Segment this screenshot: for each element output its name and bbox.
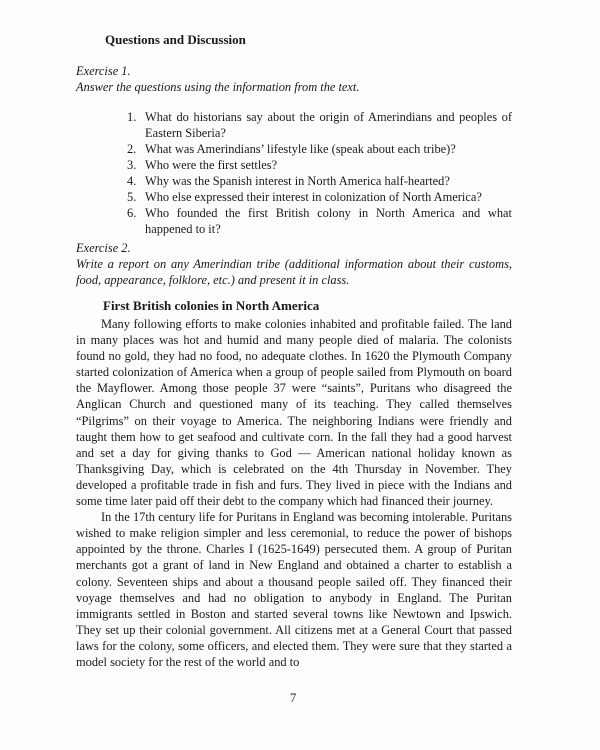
question-text: What was Amerindians’ lifestyle like (speak about each tribe)?	[145, 142, 456, 156]
article-body	[76, 316, 512, 670]
page-number: 7	[290, 691, 297, 705]
article-paragraph: In the 17th century life for Puritans in England was becoming intolerable. Puritans wished to make religion simpler and less ceremonial, to reduce the power of bishops appointed by the throne. Charles I (1625-1649) persecuted them. A group of Puritan merchants got a grant of land in New England and obtained a charter to establish a colony. Seventeen ships and about a thousand people sailed off. They financed their voyage themselves and had no obligation to anybody in England. The Puritan immigrants settled in Boston and started several towns like Newtown and Ipswich. They set up their colonial government. All citizens met at a General Court that passed laws for the colony, some officers, and elected them. They were sure that they started a model society for the rest of the world and to	[76, 510, 512, 669]
article-paragraph: Many following efforts to make colonies inhabited and profitable failed. The land in many places was hot and humid and many people died of malaria. The colonists found no gold, they had no food, no adequate clothes. In 1620 the Plymouth Company started colonization of America when a group of people sailed from Plymouth on board the Mayflower. Among those people 37 were “saints”, Puritans who disagreed the Anglican Church and questioned many of its teaching. They called themselves “Pilgrims” on their voyage to America. The neighboring Indians were friendly and taught them how to get seafood and cultivate corn. In the fall they had a good harvest and set a day for giving thanks to God — American national holiday known as Thanksgiving Day, which is celebrated on the 4th Thursday in November. They developed a profitable trade in fish and furs. They lived in piece with the Indians and some time later paid off their debt to the company which had financed their journey.	[76, 317, 512, 509]
question-item	[127, 141, 512, 157]
exercise-1-instruction: Answer the questions using the information from the text.	[76, 80, 360, 94]
question-item	[127, 173, 512, 189]
question-text: What do historians say about the origin of Amerindians and peoples of Eastern Siberia?	[145, 110, 512, 140]
question-text: Who founded the first British colony in North America and what happened to it?	[145, 206, 512, 236]
question-item	[127, 157, 512, 173]
exercise-2-instruction: Write a report on any Amerindian tribe (additional information about their customs, food, appearance, folklore, etc.) and present it in class.	[76, 257, 512, 287]
question-list	[127, 109, 512, 237]
question-text: Who were the first settles?	[145, 158, 278, 172]
question-number: 1.	[127, 110, 137, 124]
question-item	[127, 109, 512, 141]
section-title: Questions and Discussion	[105, 32, 246, 47]
question-number: 6.	[127, 206, 137, 220]
article-title: First British colonies in North America	[103, 298, 320, 313]
question-text: Who else expressed their interest in colonization of North America?	[145, 190, 482, 204]
exercise-1-label: Exercise 1.	[76, 64, 131, 78]
question-number: 2.	[127, 142, 137, 156]
question-number: 5.	[127, 190, 137, 204]
exercise-2-label: Exercise 2.	[76, 241, 131, 255]
exercise-1	[76, 63, 512, 95]
exercise-2	[76, 240, 512, 288]
question-item	[127, 205, 512, 237]
question-item	[127, 189, 512, 205]
question-number: 4.	[127, 174, 137, 188]
question-number: 3.	[127, 158, 137, 172]
question-text: Why was the Spanish interest in North America half-hearted?	[145, 174, 450, 188]
